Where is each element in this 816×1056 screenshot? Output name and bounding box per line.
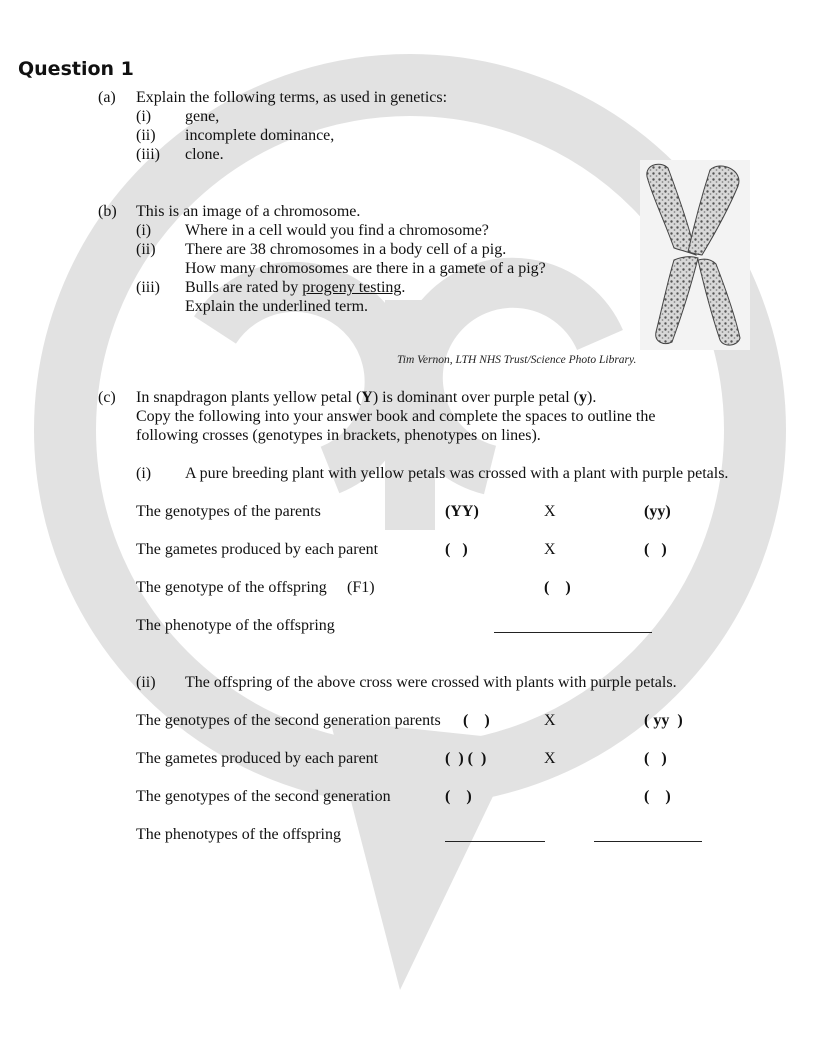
part-a-label: (a) — [98, 89, 116, 106]
cross-i-gamete-blank: ( ) — [445, 541, 468, 558]
part-b-i-text: Where in a cell would you find a chromosome? — [185, 222, 489, 239]
part-b-label: (b) — [98, 203, 117, 220]
part-b-ii-num: (ii) — [136, 241, 156, 258]
cross-i-num: (i) — [136, 465, 152, 482]
cross-ii-genotype-blank: ( ) — [445, 788, 472, 805]
cross-i-row-label: The genotypes of the parents — [136, 503, 321, 520]
part-a-item-num: (i) — [136, 108, 152, 125]
part-a-item-text: incomplete dominance, — [185, 127, 335, 144]
cross-i-row-label: The phenotype of the offspring — [136, 617, 335, 634]
cross-ii-row-label: The genotypes of the second generation — [136, 788, 391, 805]
cross-i-row-label: The genotype of the offspring — [136, 579, 327, 596]
image-credit: Tim Vernon, LTH NHS Trust/Science Photo Library. — [397, 354, 637, 366]
cross-symbol: X — [544, 503, 556, 520]
cross-ii-num: (ii) — [136, 674, 156, 691]
part-a-item-num: (ii) — [136, 127, 156, 144]
cross-i-gamete-blank: ( ) — [644, 541, 667, 558]
part-c-line1: In snapdragon plants yellow petal (Y) is dominant over purple petal (y). — [136, 389, 597, 406]
part-c-line3: following crosses (genotypes in brackets, phenotypes on lines). — [136, 427, 541, 444]
cross-ii-gamete-blanks: ( ) ( ) — [445, 750, 487, 767]
question-title: Question 1 — [18, 58, 134, 80]
f1-label: (F1) — [347, 579, 375, 596]
part-b-ii-text1: There are 38 chromosomes in a body cell of a pig. — [185, 241, 507, 258]
cross-ii-parent1-blank: ( ) — [463, 712, 490, 729]
cross-i-offspring-blank: ( ) — [544, 579, 571, 596]
part-a-intro: Explain the following terms, as used in genetics: — [136, 89, 448, 106]
cross-ii-gamete-blank: ( ) — [644, 750, 667, 767]
part-a-item-text: gene, — [185, 108, 220, 125]
part-b-intro: This is an image of a chromosome. — [136, 203, 361, 220]
cross-ii-row-label: The gametes produced by each parent — [136, 750, 379, 767]
underlined-term: progeny testing — [302, 279, 402, 296]
cross-ii-text: The offspring of the above cross were crossed with plants with purple petals. — [185, 674, 677, 691]
answer-line — [445, 841, 545, 842]
cross-i-text: A pure breeding plant with yellow petals was crossed with a plant with purple petals. — [185, 465, 729, 482]
part-b-iii-num: (iii) — [136, 279, 160, 296]
cross-ii-genotype-blank: ( ) — [644, 788, 671, 805]
cross-symbol: X — [544, 712, 556, 729]
cross-i-parent2-genotype: (yy) — [644, 503, 671, 520]
cross-i-row-label: The gametes produced by each parent — [136, 541, 379, 558]
part-b-iii-text: Bulls are rated by progeny testing. — [185, 279, 406, 296]
cross-i-parent1-genotype: (YY) — [445, 503, 479, 520]
part-a-item-num: (iii) — [136, 146, 160, 163]
part-c-line2: Copy the following into your answer book and complete the spaces to outline the — [136, 408, 656, 425]
part-b-i-num: (i) — [136, 222, 152, 239]
chromosome-image — [640, 160, 750, 350]
answer-line — [494, 632, 652, 633]
cross-symbol: X — [544, 750, 556, 767]
part-b-ii-text2: How many chromosomes are there in a gamete of a pig? — [185, 260, 546, 277]
part-c-label: (c) — [98, 389, 116, 406]
part-b-iii-text2: Explain the underlined term. — [185, 298, 369, 315]
cross-ii-parent2-genotype: ( yy ) — [644, 712, 683, 729]
cross-ii-row-label: The genotypes of the second generation parents — [136, 712, 441, 729]
part-a-item-text: clone. — [185, 146, 224, 163]
cross-ii-row-label: The phenotypes of the offspring — [136, 826, 341, 843]
answer-line — [594, 841, 702, 842]
cross-symbol: X — [544, 541, 556, 558]
